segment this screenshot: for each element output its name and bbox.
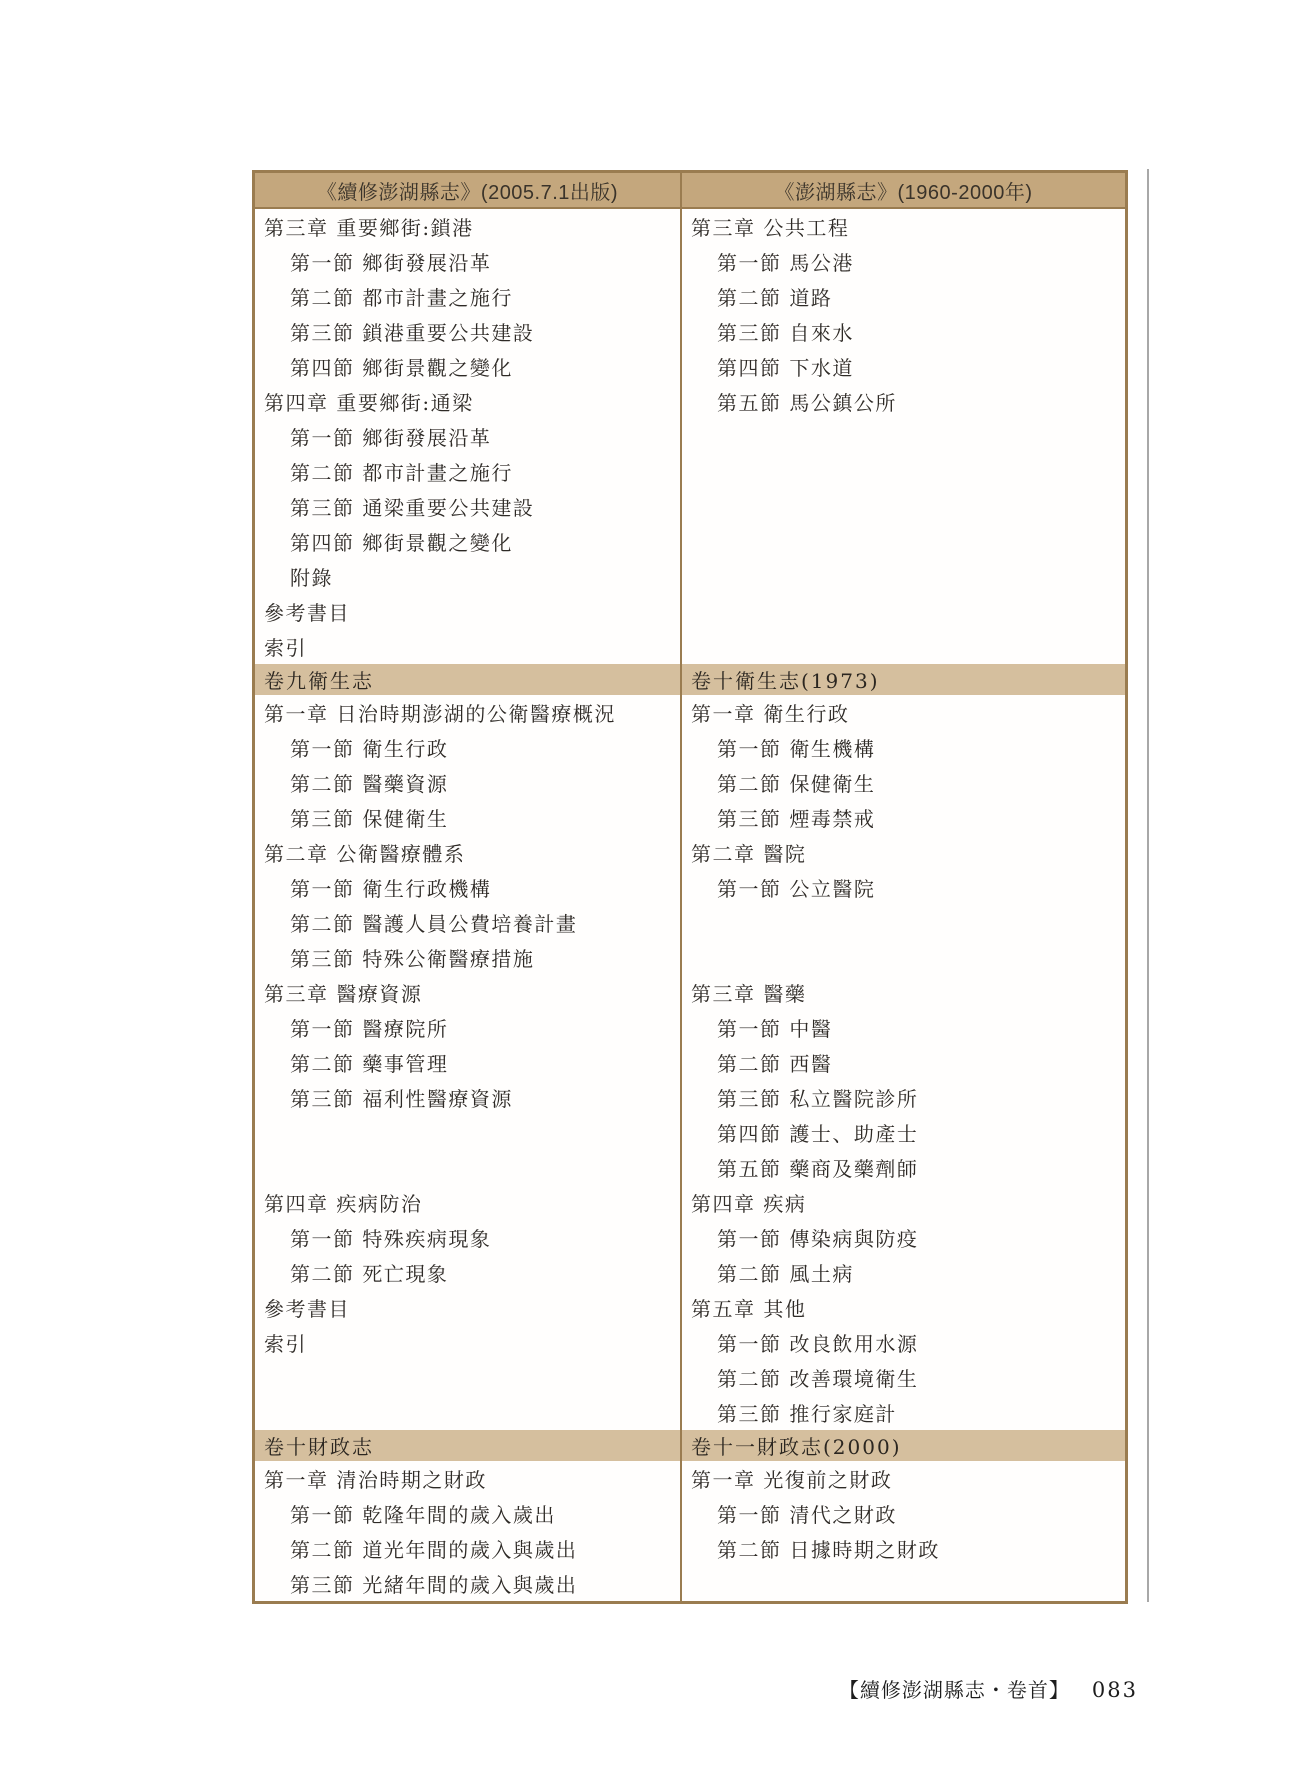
toc-entry-text: 第三節 推行家庭計 <box>717 1402 897 1426</box>
table-row <box>255 765 1125 800</box>
table-row <box>255 1255 1125 1290</box>
toc-entry-text: 卷十一財政志(2000) <box>691 1435 902 1459</box>
table-row <box>255 454 1125 489</box>
table-row <box>255 594 1125 629</box>
header-cell-right: 《澎湖縣志》(1960-2000年) <box>774 181 1033 204</box>
toc-cell-right <box>682 1255 1125 1290</box>
toc-entry-text: 第三節 特殊公衛醫療措施 <box>290 947 535 971</box>
header-cell-left: 《續修澎湖縣志》(2005.7.1出版) <box>255 173 682 207</box>
toc-cell-left <box>255 1290 682 1325</box>
table-row <box>255 800 1125 835</box>
toc-cell-right <box>682 1566 1125 1601</box>
toc-entry-text: 第二章 公衛醫療體系 <box>264 842 466 866</box>
table-row <box>255 1220 1125 1255</box>
toc-entry-text: 第一章 清治時期之財政 <box>264 1468 487 1492</box>
toc-entry-text: 第三章 公共工程 <box>691 216 850 240</box>
toc-cell-right <box>682 940 1125 975</box>
toc-cell-left <box>255 940 682 975</box>
toc-cell-left <box>255 1325 682 1360</box>
section-divider-row <box>255 1430 1125 1461</box>
toc-cell-right <box>682 1531 1125 1566</box>
toc-entry-text: 參考書目 <box>264 1297 350 1321</box>
toc-cell-left <box>255 730 682 765</box>
toc-entry-text: 第一節 傳染病與防疫 <box>717 1227 919 1251</box>
table-row <box>255 870 1125 905</box>
toc-entry-text: 第二節 改善環境衛生 <box>717 1367 919 1391</box>
toc-cell-left <box>255 1461 682 1496</box>
table-row <box>255 730 1125 765</box>
toc-cell-right <box>682 1080 1125 1115</box>
toc-entry-text: 第二節 醫藥資源 <box>290 772 449 796</box>
toc-cell-left <box>255 209 682 244</box>
page-edge-rule <box>1147 169 1149 1602</box>
toc-entry-text: 第二節 藥事管理 <box>290 1052 449 1076</box>
toc-entry-text: 第三節 私立醫院診所 <box>717 1087 919 1111</box>
toc-entry-text: 第三節 煙毒禁戒 <box>717 807 876 831</box>
toc-cell-right <box>682 1220 1125 1255</box>
toc-cell-right <box>682 1496 1125 1531</box>
toc-cell-left <box>255 489 682 524</box>
table-row <box>255 905 1125 940</box>
toc-cell-right <box>682 244 1125 279</box>
divider-cell-right <box>682 1430 1125 1461</box>
toc-cell-right <box>682 835 1125 870</box>
toc-entry-text: 第一節 公立醫院 <box>717 877 876 901</box>
table-row <box>255 1185 1125 1220</box>
toc-entry-text: 第四章 疾病防治 <box>264 1192 423 1216</box>
toc-cell-right <box>682 1045 1125 1080</box>
toc-entry-text: 第二節 死亡現象 <box>290 1262 449 1286</box>
table-row <box>255 1290 1125 1325</box>
toc-cell-right <box>682 1150 1125 1185</box>
toc-entry-text: 第一章 日治時期澎湖的公衛醫療概況 <box>264 702 616 726</box>
toc-entry-text: 卷十衛生志(1973) <box>691 669 880 693</box>
table-row <box>255 1496 1125 1531</box>
toc-cell-right <box>682 870 1125 905</box>
toc-cell-right <box>682 1360 1125 1395</box>
toc-entry-text: 第五節 藥商及藥劑師 <box>717 1157 919 1181</box>
toc-cell-right <box>682 1115 1125 1150</box>
toc-entry-text: 第四節 下水道 <box>717 356 854 380</box>
toc-cell-left <box>255 454 682 489</box>
toc-entry-text: 第一節 衛生行政機構 <box>290 877 492 901</box>
toc-cell-left <box>255 1220 682 1255</box>
toc-entry-text: 索引 <box>264 636 307 660</box>
table-row <box>255 209 1125 244</box>
table-row <box>255 384 1125 419</box>
page-footer <box>839 1674 1138 1703</box>
toc-cell-right <box>682 209 1125 244</box>
toc-entry-text: 第一節 鄉街發展沿革 <box>290 426 492 450</box>
table-row <box>255 244 1125 279</box>
toc-cell-left <box>255 1150 682 1185</box>
toc-cell-left <box>255 1566 682 1601</box>
toc-cell-right <box>682 279 1125 314</box>
table-row <box>255 1395 1125 1430</box>
toc-cell-left <box>255 1360 682 1395</box>
toc-entry-text: 第一節 清代之財政 <box>717 1503 897 1527</box>
toc-cell-right <box>682 1185 1125 1220</box>
toc-entry-text: 第三節 保健衛生 <box>290 807 449 831</box>
toc-cell-right <box>682 489 1125 524</box>
divider-cell-left <box>255 664 682 695</box>
toc-cell-left <box>255 1496 682 1531</box>
toc-cell-left <box>255 1531 682 1566</box>
toc-cell-left <box>255 765 682 800</box>
toc-entry-text: 卷九衛生志 <box>264 669 374 693</box>
toc-entry-text: 第一節 醫療院所 <box>290 1017 449 1041</box>
toc-entry-text: 第一章 衛生行政 <box>691 702 850 726</box>
toc-cell-right <box>682 524 1125 559</box>
toc-cell-right <box>682 594 1125 629</box>
toc-cell-left <box>255 1185 682 1220</box>
toc-cell-right <box>682 975 1125 1010</box>
toc-cell-left <box>255 419 682 454</box>
toc-comparison-table <box>252 170 1128 1604</box>
table-row <box>255 1566 1125 1601</box>
section-divider-row <box>255 664 1125 695</box>
toc-cell-left <box>255 279 682 314</box>
toc-cell-left <box>255 1010 682 1045</box>
toc-entry-text: 第四節 鄉街景觀之變化 <box>290 356 513 380</box>
toc-cell-right <box>682 349 1125 384</box>
toc-entry-text: 第五節 馬公鎮公所 <box>717 391 897 415</box>
table-header-row <box>255 173 1125 209</box>
toc-entry-text: 第一節 馬公港 <box>717 251 854 275</box>
toc-entry-text: 第一節 中醫 <box>717 1017 833 1041</box>
toc-cell-left <box>255 594 682 629</box>
table-row <box>255 1045 1125 1080</box>
divider-cell-left <box>255 1430 682 1461</box>
toc-entry-text: 第一節 改良飲用水源 <box>717 1332 919 1356</box>
toc-entry-text: 第二節 醫護人員公費培養計畫 <box>290 912 578 936</box>
table-row <box>255 1360 1125 1395</box>
toc-cell-right <box>682 1290 1125 1325</box>
toc-cell-right <box>682 695 1125 730</box>
toc-cell-right <box>682 629 1125 664</box>
table-row <box>255 489 1125 524</box>
table-row <box>255 559 1125 594</box>
toc-entry-text: 第一節 乾隆年間的歲入歲出 <box>290 1503 556 1527</box>
toc-entry-text: 第三節 鎖港重要公共建設 <box>290 321 535 345</box>
toc-cell-left <box>255 800 682 835</box>
table-row <box>255 835 1125 870</box>
toc-cell-right <box>682 905 1125 940</box>
toc-cell-right <box>682 314 1125 349</box>
toc-entry-text: 第二節 都市計畫之施行 <box>290 461 513 485</box>
toc-entry-text: 第五章 其他 <box>691 1297 807 1321</box>
table-row <box>255 1461 1125 1496</box>
toc-cell-right <box>682 454 1125 489</box>
toc-cell-left <box>255 629 682 664</box>
toc-entry-text: 第三章 醫療資源 <box>264 982 423 1006</box>
toc-entry-text: 第三章 重要鄉街:鎖港 <box>264 216 474 240</box>
table-row <box>255 279 1125 314</box>
toc-cell-left <box>255 244 682 279</box>
toc-entry-text: 第二節 保健衛生 <box>717 772 876 796</box>
toc-cell-right <box>682 765 1125 800</box>
toc-entry-text: 第二節 道路 <box>717 286 833 310</box>
toc-cell-right <box>682 1395 1125 1430</box>
toc-entry-text: 第二節 道光年間的歲入與歲出 <box>290 1538 578 1562</box>
toc-entry-text: 第一節 衛生行政 <box>290 737 449 761</box>
toc-cell-left <box>255 1255 682 1290</box>
toc-cell-left <box>255 975 682 1010</box>
toc-entry-text: 第一節 衛生機構 <box>717 737 876 761</box>
footer-book-title: 【續修澎湖縣志・卷首】 <box>838 1678 1070 1702</box>
toc-cell-right <box>682 800 1125 835</box>
table-row <box>255 419 1125 454</box>
table-row <box>255 975 1125 1010</box>
table-row <box>255 1531 1125 1566</box>
toc-cell-left <box>255 524 682 559</box>
table-row <box>255 1150 1125 1185</box>
table-row <box>255 349 1125 384</box>
toc-cell-right <box>682 559 1125 594</box>
toc-entry-text: 第二節 西醫 <box>717 1052 833 1076</box>
toc-entry-text: 索引 <box>264 1332 307 1356</box>
table-row <box>255 940 1125 975</box>
toc-cell-left <box>255 1045 682 1080</box>
toc-cell-right <box>682 419 1125 454</box>
toc-entry-text: 附錄 <box>290 566 333 590</box>
toc-entry-text: 第四節 鄉街景觀之變化 <box>290 531 513 555</box>
table-row <box>255 629 1125 664</box>
table-row <box>255 695 1125 730</box>
toc-entry-text: 第二節 都市計畫之施行 <box>290 286 513 310</box>
toc-entry-text: 第四節 護士、助產士 <box>717 1122 919 1146</box>
toc-cell-left <box>255 1395 682 1430</box>
table-row <box>255 1325 1125 1360</box>
toc-cell-right <box>682 1010 1125 1045</box>
toc-entry-text: 第三章 醫藥 <box>691 982 807 1006</box>
toc-entry-text: 參考書目 <box>264 601 350 625</box>
table-body <box>255 209 1125 1601</box>
toc-cell-left <box>255 349 682 384</box>
toc-entry-text: 第三節 福利性醫療資源 <box>290 1087 513 1111</box>
toc-cell-left <box>255 695 682 730</box>
toc-entry-text: 第三節 自來水 <box>717 321 854 345</box>
divider-cell-right <box>682 664 1125 695</box>
toc-cell-left <box>255 384 682 419</box>
toc-entry-text: 第三節 光緒年間的歲入與歲出 <box>290 1573 578 1597</box>
toc-entry-text: 第二章 醫院 <box>691 842 807 866</box>
toc-entry-text: 第四章 重要鄉街:通梁 <box>264 391 474 415</box>
toc-entry-text: 卷十財政志 <box>264 1435 374 1459</box>
toc-entry-text: 第二節 風土病 <box>717 1262 854 1286</box>
table-row <box>255 314 1125 349</box>
toc-cell-left <box>255 314 682 349</box>
table-row <box>255 524 1125 559</box>
toc-cell-left <box>255 1080 682 1115</box>
table-row <box>255 1080 1125 1115</box>
toc-cell-right <box>682 1461 1125 1496</box>
toc-cell-right <box>682 1325 1125 1360</box>
toc-cell-right <box>682 384 1125 419</box>
toc-cell-left <box>255 1115 682 1150</box>
toc-entry-text: 第二節 日據時期之財政 <box>717 1538 940 1562</box>
toc-cell-left <box>255 870 682 905</box>
toc-entry-text: 第一節 鄉街發展沿革 <box>290 251 492 275</box>
toc-entry-text: 第四章 疾病 <box>691 1192 807 1216</box>
toc-cell-left <box>255 559 682 594</box>
toc-entry-text: 第三節 通梁重要公共建設 <box>290 496 535 520</box>
toc-entry-text: 第一章 光復前之財政 <box>691 1468 893 1492</box>
toc-cell-left <box>255 905 682 940</box>
page-number: 083 <box>1091 1678 1138 1702</box>
toc-entry-text: 第一節 特殊疾病現象 <box>290 1227 492 1251</box>
table-row <box>255 1115 1125 1150</box>
toc-cell-right <box>682 730 1125 765</box>
table-row <box>255 1010 1125 1045</box>
toc-cell-left <box>255 835 682 870</box>
